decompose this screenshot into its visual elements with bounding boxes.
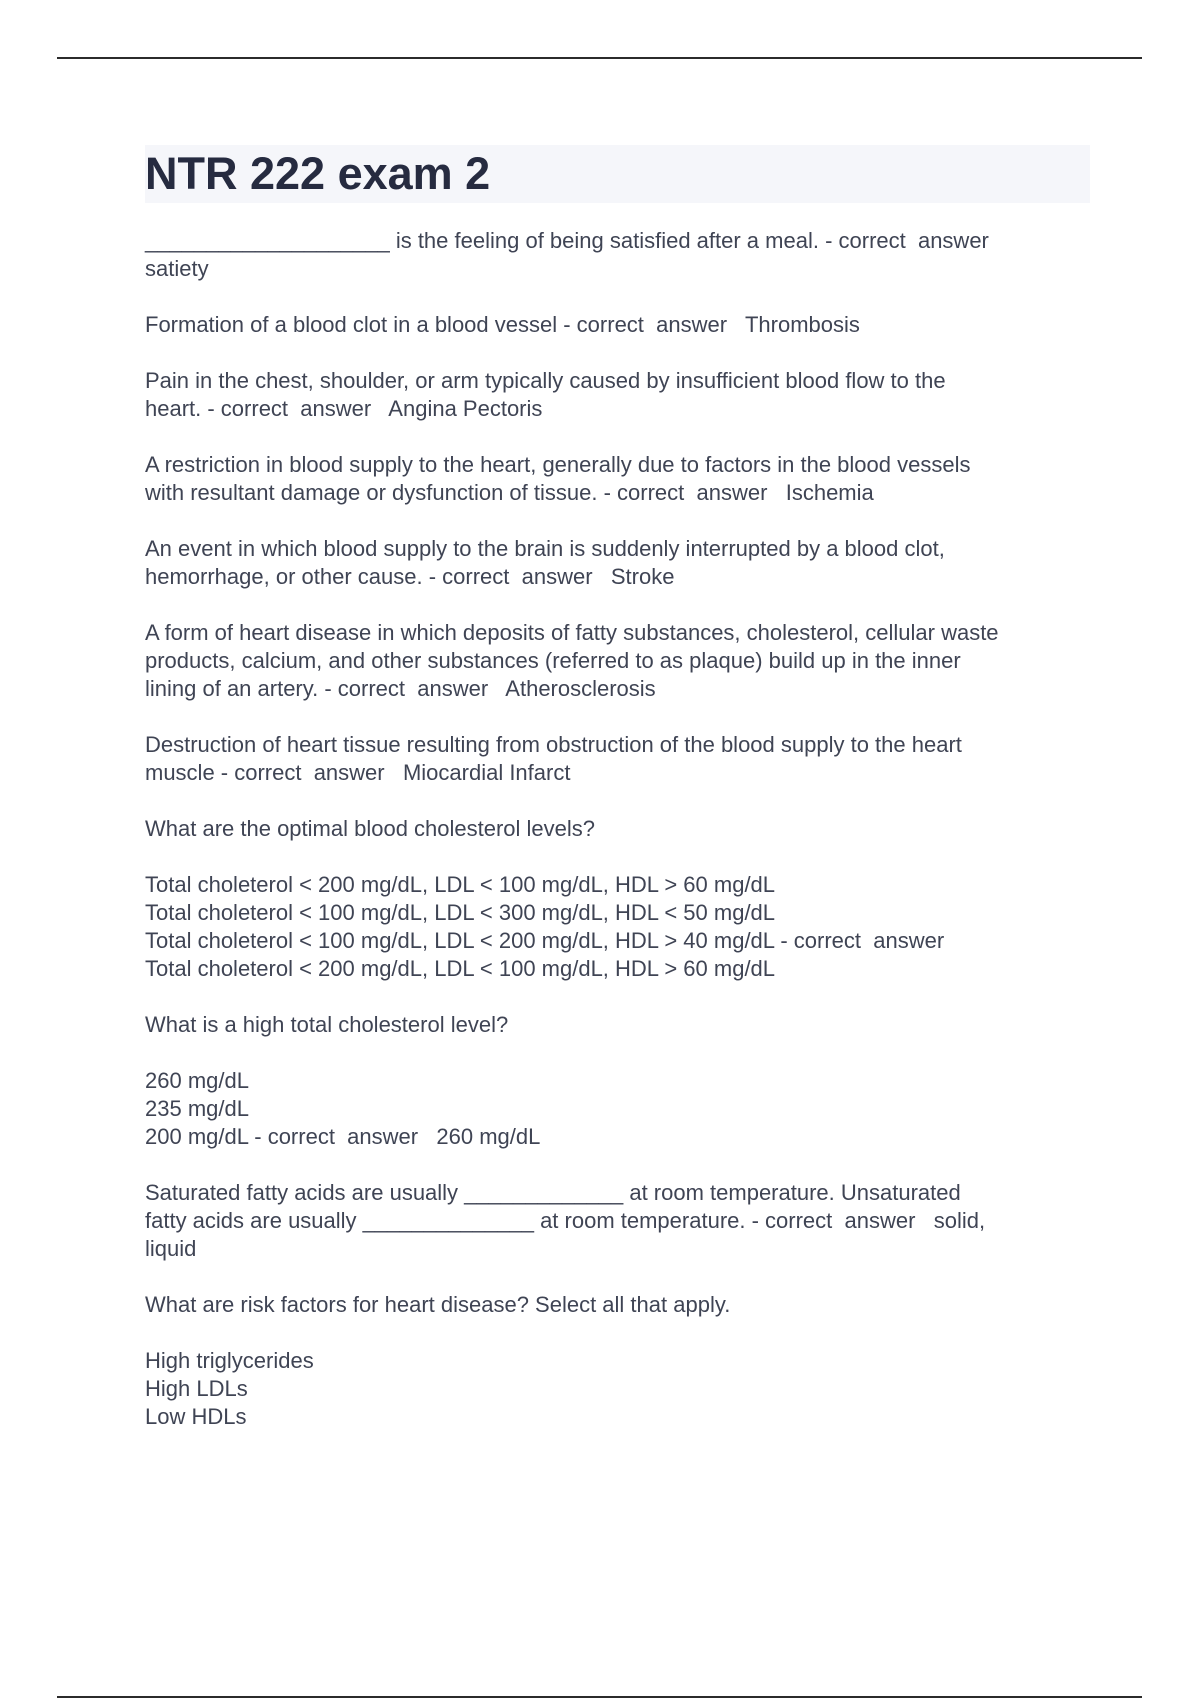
- question-prompt: [145, 1011, 1090, 1039]
- text-line: What are risk factors for heart disease? Select all that apply.: [145, 1292, 731, 1317]
- text-line: A restriction in blood supply to the heart, generally due to factors in the blood vessels: [145, 452, 971, 477]
- option-line: Low HDLs: [145, 1404, 247, 1429]
- text-line: A form of heart disease in which deposits of fatty substances, cholesterol, cellular waste: [145, 620, 999, 645]
- text-line: satiety: [145, 256, 209, 281]
- qa-item: [145, 619, 1090, 703]
- footer-rule: [57, 1696, 1142, 1698]
- text-line: lining of an artery. - correct answer Atherosclerosis: [145, 676, 656, 701]
- qa-item: [145, 535, 1090, 591]
- option-line: High LDLs: [145, 1376, 248, 1401]
- text-line: Formation of a blood clot in a blood vessel - correct answer Thrombosis: [145, 312, 860, 337]
- option-line: 235 mg/dL: [145, 1096, 249, 1121]
- option-line: High triglycerides: [145, 1348, 314, 1373]
- qa-item: [145, 367, 1090, 423]
- qa-item: [145, 311, 1090, 339]
- option-line: Total choleterol < 200 mg/dL, LDL < 100 mg/dL, HDL > 60 mg/dL: [145, 956, 776, 981]
- question-prompt: [145, 1291, 1090, 1319]
- text-line: heart. - correct answer Angina Pectoris: [145, 396, 543, 421]
- text-line: with resultant damage or dysfunction of tissue. - correct answer Ischemia: [145, 480, 874, 505]
- text-line: Pain in the chest, shoulder, or arm typically caused by insufficient blood flow to the: [145, 368, 946, 393]
- text-line: Destruction of heart tissue resulting from obstruction of the blood supply to the heart: [145, 732, 962, 757]
- qa-item: [145, 731, 1090, 787]
- qa-item: [145, 1179, 1090, 1263]
- document-body: [145, 145, 1090, 1431]
- text-line: What is a high total cholesterol level?: [145, 1012, 509, 1037]
- text-line: An event in which blood supply to the brain is suddenly interrupted by a blood clot,: [145, 536, 945, 561]
- option-line: Total choleterol < 100 mg/dL, LDL < 300 mg/dL, HDL < 50 mg/dL: [145, 900, 776, 925]
- text-line: Saturated fatty acids are usually _____________ at room temperature. Unsaturated: [145, 1180, 961, 1205]
- header-rule: [57, 57, 1142, 59]
- qa-item: [145, 227, 1090, 283]
- text-line: products, calcium, and other substances (referred to as plaque) build up in the inner: [145, 648, 961, 673]
- question-prompt: [145, 815, 1090, 843]
- answer-options: [145, 1347, 1090, 1431]
- text-line: fatty acids are usually ______________ at room temperature. - correct answer solid,: [145, 1208, 986, 1233]
- text-line: ____________________ is the feeling of being satisfied after a meal. - correct answer: [145, 228, 989, 253]
- option-line: Total choleterol < 200 mg/dL, LDL < 100 mg/dL, HDL > 60 mg/dL: [145, 872, 776, 897]
- option-line: Total choleterol < 100 mg/dL, LDL < 200 mg/dL, HDL > 40 mg/dL - correct answer: [145, 928, 945, 953]
- option-line: 200 mg/dL - correct answer 260 mg/dL: [145, 1124, 541, 1149]
- option-line: 260 mg/dL: [145, 1068, 249, 1093]
- page-title: NTR 222 exam 2: [145, 145, 1090, 203]
- text-line: What are the optimal blood cholesterol levels?: [145, 816, 596, 841]
- answer-options: [145, 1067, 1090, 1151]
- text-line: liquid: [145, 1236, 197, 1261]
- qa-item: [145, 451, 1090, 507]
- text-line: hemorrhage, or other cause. - correct answer Stroke: [145, 564, 675, 589]
- answer-options: [145, 871, 1090, 983]
- text-line: muscle - correct answer Miocardial Infarct: [145, 760, 571, 785]
